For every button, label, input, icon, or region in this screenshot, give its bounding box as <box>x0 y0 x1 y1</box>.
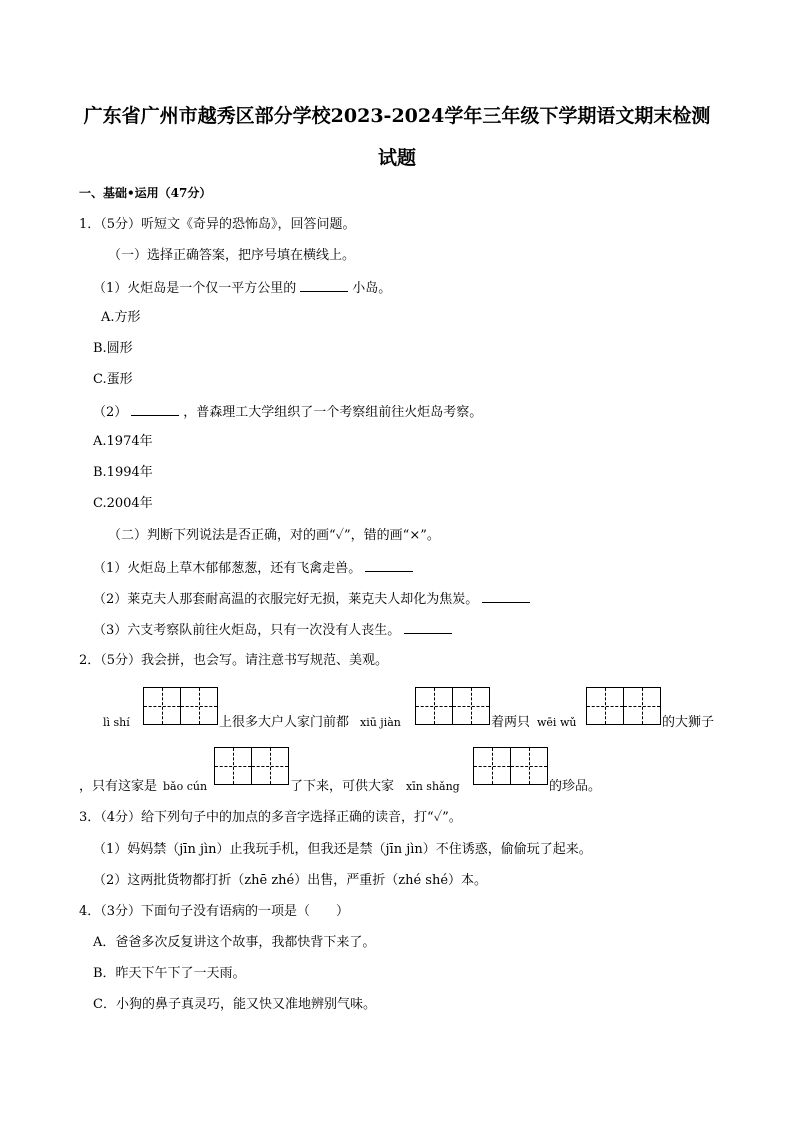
q2-text-4: ，只有这家是 <box>79 779 158 794</box>
q1-s2-post: ，普森理工大学组织了一个考察组前往火炬岛考察。 <box>183 405 483 420</box>
writing-grid-1[interactable] <box>143 687 219 725</box>
grid-cell[interactable] <box>453 687 490 725</box>
q1-s1-option-c: C.蛋形 <box>93 372 133 387</box>
grid-cell[interactable] <box>586 687 624 725</box>
q1-judge-1-text: （1）火炬岛上草木郁郁葱葱，还有飞禽走兽。 <box>93 561 362 576</box>
q1-judge-1 <box>93 558 417 578</box>
q1-stem: 1．（5分）听短文《奇异的恐怖岛》，回答问题。 <box>79 217 356 232</box>
q4-option-a: A．爸爸多次反复讲这个故事，我都快背下来了。 <box>93 935 376 950</box>
q1-s2-option-c: C.2004年 <box>93 496 153 511</box>
q1-s1-option-b: B.圆形 <box>93 341 133 356</box>
q1-s1 <box>93 278 391 298</box>
q3-stem: 3．（4分）给下列句子中的加点的多音字选择正确的读音，打“✓”。 <box>79 810 462 825</box>
q4-stem: 4．（3分）下面句子没有语病的一项是（ ） <box>79 904 350 919</box>
q2-text-2: 着两只 <box>491 715 531 730</box>
q1-s2-option-b: B.1994年 <box>93 465 153 480</box>
grid-cell[interactable] <box>143 687 181 725</box>
q1-judge-3-text: （3）六支考察队前往火炬岛，只有一次没有人丧生。 <box>93 623 401 638</box>
q1-s1-pre: （1）火炬岛是一个仅一平方公里的 <box>93 281 297 296</box>
grid-cell[interactable] <box>473 747 511 785</box>
writing-grid-5[interactable] <box>473 747 549 785</box>
pinyin-2: xiū jiàn <box>360 716 401 729</box>
answer-blank[interactable] <box>482 589 530 603</box>
q3-s1: （1）妈妈禁（jīn jìn）止我玩手机，但我还是禁（jīn jìn）不住诱惑，偷偷玩了起来。 <box>93 842 592 857</box>
q1-part2: （二）判断下列说法是否正确，对的画“✓”，错的画“×”。 <box>108 528 440 543</box>
writing-grid-3[interactable] <box>586 687 662 725</box>
answer-blank[interactable] <box>365 558 413 572</box>
grid-cell[interactable] <box>181 687 218 725</box>
section-heading: 一、基础•运用（47分） <box>79 186 212 200</box>
pinyin-3: wēi wǔ <box>537 716 577 729</box>
q2-text-1: 上很多大户人家门前都 <box>219 715 350 730</box>
q1-s1-post: 小岛。 <box>352 281 392 296</box>
q1-s2-option-a: A.1974年 <box>93 434 153 449</box>
writing-grid-4[interactable] <box>214 747 290 785</box>
answer-blank[interactable] <box>300 278 348 292</box>
q1-judge-2 <box>93 589 534 609</box>
grid-cell[interactable] <box>511 747 548 785</box>
answer-blank[interactable] <box>131 402 179 416</box>
q2-text-3: 的大狮子 <box>662 715 715 730</box>
grid-cell[interactable] <box>214 747 252 785</box>
pinyin-5: xīn shǎng <box>406 780 460 793</box>
q1-s2-pre: （2） <box>93 405 128 420</box>
q2-text-6: 的珍品。 <box>549 779 602 794</box>
q1-s2 <box>93 402 482 422</box>
q4-option-b: B．昨天下午下了一天雨。 <box>93 966 246 981</box>
q4-option-c: C．小狗的鼻子真灵巧，能又快又准地辨别气味。 <box>93 997 376 1012</box>
q3-s2: （2）这两批货物都打折（zhē zhé）出售，严重折（zhé shé）本。 <box>93 873 488 888</box>
writing-grid-2[interactable] <box>415 687 491 725</box>
grid-cell[interactable] <box>415 687 453 725</box>
page-title: 广东省广州市越秀区部分学校2023-2024学年三年级下学期语文期末检测 <box>83 105 711 127</box>
q1-part1: （一）选择正确答案，把序号填在横线上。 <box>108 248 356 263</box>
grid-cell[interactable] <box>252 747 289 785</box>
q2-stem: 2．（5分）我会拼，也会写。请注意书写规范、美观。 <box>79 653 389 668</box>
q2-text-5: 了下来，可供大家 <box>290 779 395 794</box>
page-title-line2: 试题 <box>377 147 416 169</box>
grid-cell[interactable] <box>624 687 661 725</box>
q1-s1-option-a: A.方形 <box>101 310 141 325</box>
answer-blank[interactable] <box>404 620 452 634</box>
pinyin-1: lì shí <box>103 716 130 729</box>
pinyin-4: bǎo cún <box>163 780 208 793</box>
q1-judge-2-text: （2）莱克夫人那套耐高温的衣服完好无损，莱克夫人却化为焦炭。 <box>93 592 479 607</box>
q1-judge-3 <box>93 620 456 640</box>
